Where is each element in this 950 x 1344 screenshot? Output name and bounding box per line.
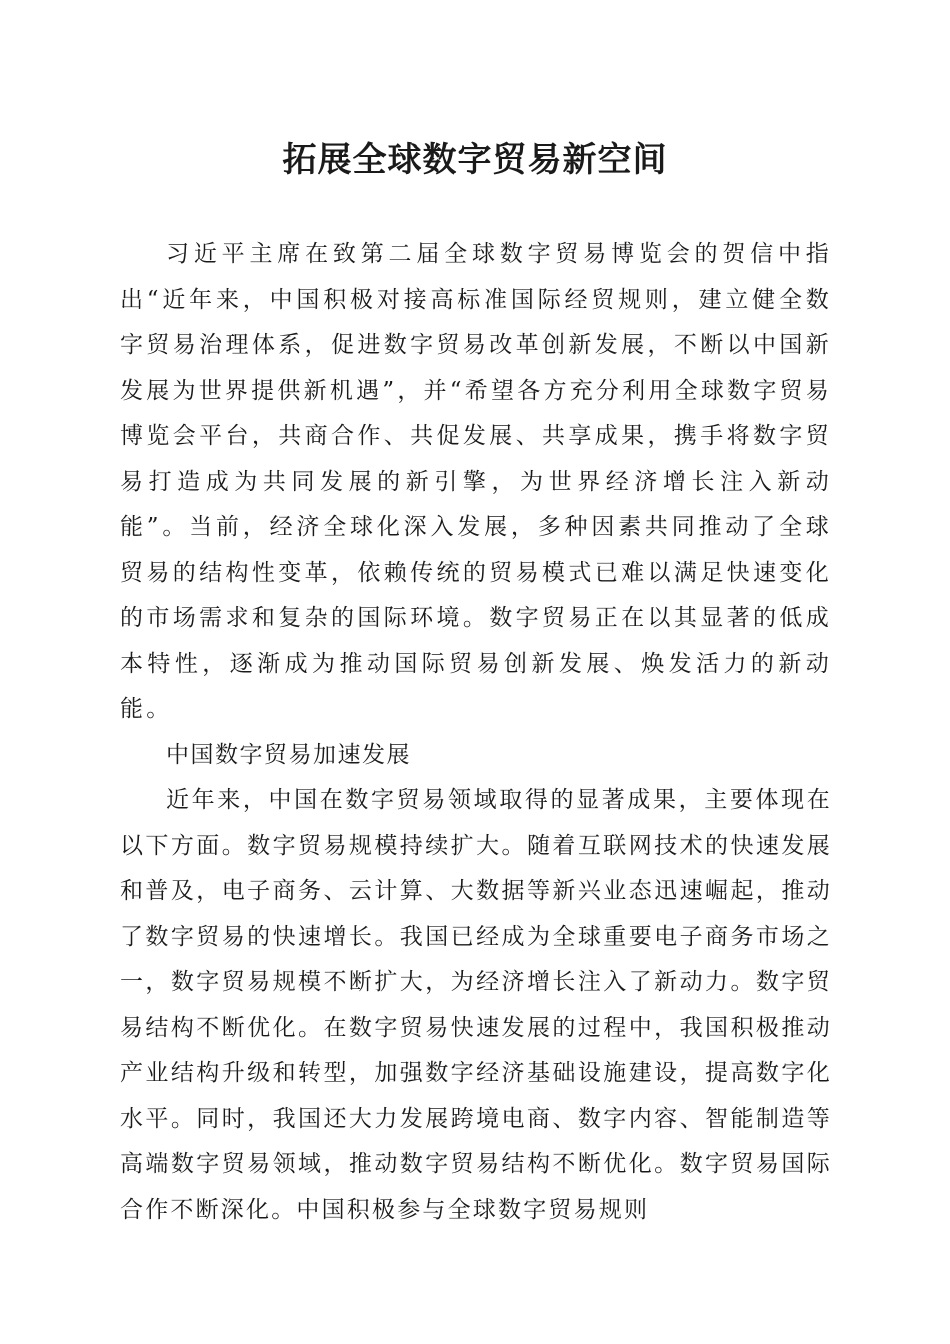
document-body — [120, 232, 832, 1233]
document-title: 拓展全球数字贸易新空间 — [282, 140, 668, 180]
section-subheading: 中国数字贸易加速发展 — [166, 741, 411, 768]
paragraph-development: 近年来，中国在数字贸易领域取得的显著成果，主要体现在以下方面。数字贸易规模持续扩大。随着互联网技术的快速发展和普及，电子商务、云计算、大数据等新兴业态迅速崛起，推动了数字贸易的快速增长。我国已经成为全球重要电子商务市场之一，数字贸易规模不断扩大，为经济增长注入了新动力。数字贸易结构不断优化。在数字贸易快速发展的过程中，我国积极推动产业结构升级和转型，加强数字经济基础设施建设，提高数字化水平。同时，我国还大力发展跨境电商、数字内容、智能制造等高端数字贸易领域，推动数字贸易结构不断优化。数字贸易国际合作不断深化。中国积极参与全球数字贸易规则 — [120, 787, 832, 1223]
paragraph-intro: 习近平主席在致第二届全球数字贸易博览会的贺信中指出“近年来，中国积极对接高标准国际经贸规则，建立健全数字贸易治理体系，促进数字贸易改革创新发展，不断以中国新发展为世界提供新机遇”，并“希望各方充分利用全球数字贸易博览会平台，共商合作、共促发展、共享成果，携手将数字贸易打造成为共同发展的新引擎，为世界经济增长注入新动能”。当前，经济全球化深入发展，多种因素共同推动了全球贸易的结构性变革，依赖传统的贸易模式已难以满足快速变化的市场需求和复杂的国际环境。数字贸易正在以其显著的低成本特性，逐渐成为推动国际贸易创新发展、焕发活力的新动能。 — [120, 241, 832, 722]
